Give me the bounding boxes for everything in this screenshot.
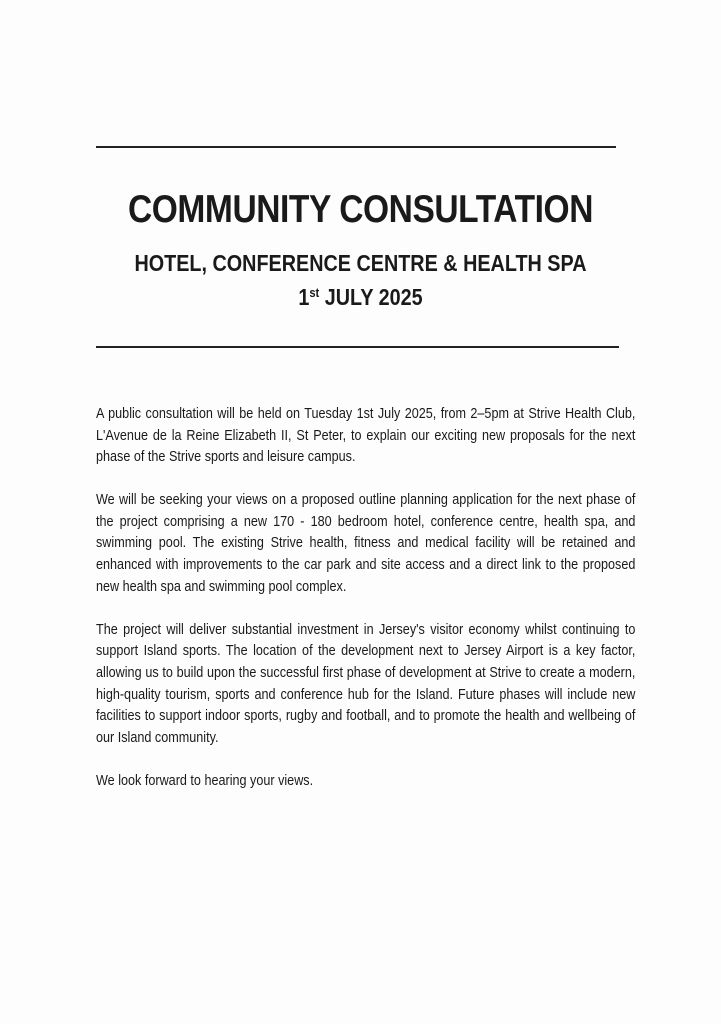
paragraph: We will be seeking your views on a proposed outline planning application for the next phase of the project comprising a new 170 - 180 bedroom hotel, conference centre, health spa, and swimming pool. The existing Strive health, fitness and medical facility will be retained and enhanced with improvements to the car park and site access and a direct link to the proposed new health spa and swimming pool complex. [96,492,636,595]
paragraph: The project will deliver substantial investment in Jersey's visitor economy whilst continuing to support Island sports. The location of the development next to Jersey Airport is a key factor, allowing us to build upon the successful first phase of development at Strive to create a modern, high-quality tourism, sports and conference hub for the Island. Future phases will include new facilities to support indoor sports, rugby and football, and to promote the health and wellbeing of our Island community. [96,621,636,746]
paragraph: We look forward to hearing your views. [96,772,314,789]
date-month-year: JULY 2025 [319,284,423,310]
date-day: 1 [298,284,310,310]
consultation-date [50,284,670,311]
bottom-divider [96,346,619,348]
document-body [96,404,635,814]
paragraph: A public consultation will be held on Tuesday 1st July 2025, from 2–5pm at Strive Health Club, L'Avenue de la Reine Elizabeth II, St Peter, to explain our exciting new proposals for the next phase of the Strive sports and leisure campus. [96,406,636,466]
document-title: COMMUNITY CONSULTATION [127,188,594,231]
document-subtitle: HOTEL, CONFERENCE CENTRE & HEALTH SPA [134,250,587,276]
top-divider [96,146,616,148]
date-ordinal: st [309,285,320,300]
